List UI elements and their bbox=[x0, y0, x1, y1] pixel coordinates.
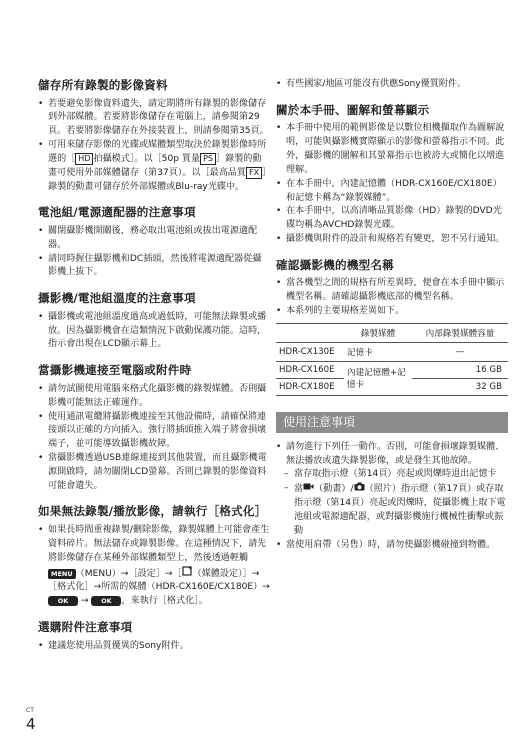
bullet-text: • 當攝影機透過USB連線連接到其他裝置，而且攝影機電源開啟時，請勿關閉LCD螢幕。否則已錄製的影像資料可能會遺失。 bbox=[38, 452, 270, 493]
table-cell: HDR-CX130E bbox=[276, 342, 344, 361]
right-column bbox=[276, 78, 508, 563]
table-header-cell: 錄製媒體 bbox=[344, 323, 412, 342]
section-temperature bbox=[38, 291, 270, 352]
model-spec-table bbox=[276, 323, 508, 396]
section-title: 確認攝影機的機型名稱 bbox=[276, 257, 394, 272]
section-title: 攝影機/電池組溫度的注意事項 bbox=[38, 291, 196, 306]
section-battery bbox=[38, 205, 270, 280]
section-title: 選購附件注意事項 bbox=[38, 619, 133, 634]
table-header-row bbox=[276, 323, 508, 342]
table-cell: — bbox=[412, 342, 508, 361]
media-settings-icon bbox=[182, 569, 193, 579]
bullet-text: • 本手冊中使用的範例影像是以數位相機擷取作為圖解說明，可能與攝影機實際顯示的影像和螢幕指示不同。此外，攝影機的圖解和其螢幕指示也被誇大或簡化以增進理解。 bbox=[276, 122, 508, 177]
ps-quality-icon: PS bbox=[200, 153, 216, 165]
bullet-text: • 請勿進行下列任一動作。否則，可能會損壞錄製媒體、無法播放或遺失錄製影像，或是發生其他故障。 bbox=[276, 441, 508, 469]
bullet-text: • 若要避免影像資料遺失，請定期將所有錄製的影像儲存到外部媒體。若要將影像儲存在電腦上，請參閱第29頁。若要將影像儲存在外接裝置上，則請參閱第35頁。 bbox=[38, 98, 270, 139]
bullet-text: • 在本手冊中，以高清晰品質影像（HD）錄製的DVD光碟均稱為AVCHD錄製光碟。 bbox=[276, 205, 508, 233]
table-cell: 32 GB bbox=[412, 378, 508, 395]
bullet-text: • 當各機型之間的規格有所差異時，便會在本手冊中顯示機型名稱。請確認攝影機底部的機型名稱。 bbox=[276, 277, 508, 305]
page-number: 4 bbox=[26, 715, 36, 733]
table-row bbox=[276, 342, 508, 361]
dash-item: – 當存取指示燈（第14頁）亮起或閃爍時退出記憶卡 bbox=[276, 468, 508, 482]
table-cell: 記憶卡 bbox=[344, 342, 412, 361]
table-cell: HDR-CX180E bbox=[276, 378, 344, 395]
table-header-cell bbox=[276, 323, 344, 342]
bullet-text: • 請勿試圖使用電腦來格式化攝影機的錄製媒體。否則攝影機可能無法正確運作。 bbox=[38, 383, 270, 411]
left-column bbox=[38, 78, 270, 664]
bullet-text: • 攝影機或電池組溫度過高或過低時，可能無法錄製或播放。因為攝影機會在這類情況下啟動保護功能。這時，指示會出現在LCD顯示幕上。 bbox=[38, 311, 270, 352]
bullet-text: • 在本手冊中，內建記憶體（HDR-CX160E/CX180E）和記憶卡稱為“錄製媒體”。 bbox=[276, 178, 508, 206]
section-title: 儲存所有錄製的影像資料 bbox=[38, 78, 168, 92]
section-connection bbox=[38, 363, 270, 493]
page-marker bbox=[26, 707, 38, 733]
ok-button-icon: OK bbox=[91, 596, 121, 606]
menu-icon: MENU bbox=[48, 569, 76, 579]
section-accessories-cont bbox=[276, 78, 508, 92]
fx-quality-icon: FX bbox=[246, 167, 262, 179]
bullet-text: • 使用通訊電纜將攝影機連接至其他設備時，請確保將連接頭以正確的方向插入。強行將插頭推入端子將會損壞端子，並可能導致攝影機故障。 bbox=[38, 411, 270, 452]
ok-button-icon: OK bbox=[48, 596, 78, 606]
section-precautions bbox=[276, 441, 508, 553]
precautions-banner: 使用注意事項 bbox=[276, 412, 508, 433]
bullet-text: • 有些國家/地區可能沒有供應Sony優質附件。 bbox=[276, 78, 508, 92]
bullet-text: • 攝影機與附件的設計和規格若有變更，恕不另行通知。 bbox=[276, 233, 508, 247]
section-model-name bbox=[276, 258, 508, 396]
bullet-text: • 關閉攝影機開關後，務必取出電池組或拔出電源適配器。 bbox=[38, 225, 270, 253]
bullet-text: • 請同時握住攝影機和DC插頭，然後將電源適配器從攝影機上拔下。 bbox=[38, 253, 270, 281]
section-save-images bbox=[38, 78, 270, 194]
table-cell: 內建記憶體+記憶卡 bbox=[344, 361, 412, 395]
bullet-text: • 建議您使用品質優異的Sony附件。 bbox=[38, 640, 270, 654]
table-header-cell: 內部錄製媒體容量 bbox=[412, 323, 508, 342]
section-accessories bbox=[38, 620, 270, 653]
table-cell: HDR-CX160E bbox=[276, 361, 344, 378]
section-about-manual bbox=[276, 103, 508, 247]
dash-item: – 當 （動畫）/ （照片）指示燈（第17頁）或存取指示燈（第14頁）亮起或閃爍時，從攝影機上取下電池組或電源適配器，或對攝影機施行機械性衝擊或振動 bbox=[276, 482, 508, 538]
section-format bbox=[38, 504, 270, 609]
bullet-text: • 本系列的主要規格差異如下。 bbox=[276, 305, 508, 319]
language-code: CT bbox=[26, 707, 34, 714]
hd-mode-icon: HD bbox=[75, 153, 93, 165]
table-cell: 16 GB bbox=[412, 361, 508, 378]
table-row bbox=[276, 361, 508, 378]
bullet-text: • 當使用肩帶（另售）時，請勿使攝影機碰撞到物體。 bbox=[276, 539, 508, 553]
bullet-text: • 如果長時間重複錄製/刪除影像，錄製媒體上可能會產生資料碎片。無法儲存或錄製影像。在這種情況下，請先將影像儲存在某種外部媒體類型上，然後透過輕觸MENU （MENU）→［設定］→［ （媒體設定）］→［格式化］→所需的媒體（HDR-CX160E/CX180E）→ OK → OK ，來執行［格式化］。 bbox=[38, 524, 270, 609]
bullet-text: • 可用來儲存影像的光碟或媒體類型取決於錄製影像時所選的［ HD 拍攝模式］。以［50p 質量 PS ］錄製的動畫可使用外部媒體儲存（第37頁）。以［最高品質 FX ］錄製的動畫可儲存於外部媒體或Blu-ray光碟中。 bbox=[38, 139, 270, 194]
movie-icon bbox=[303, 484, 314, 494]
section-title: 如果無法錄製/播放影像，請執行［格式化］ bbox=[38, 504, 267, 519]
photo-icon bbox=[354, 484, 365, 494]
section-title: 當攝影機連接至電腦或附件時 bbox=[38, 363, 192, 378]
section-title: 關於本手冊、圖解和螢幕顯示 bbox=[276, 102, 430, 117]
section-title: 電池組/電源適配器的注意事項 bbox=[38, 205, 196, 220]
